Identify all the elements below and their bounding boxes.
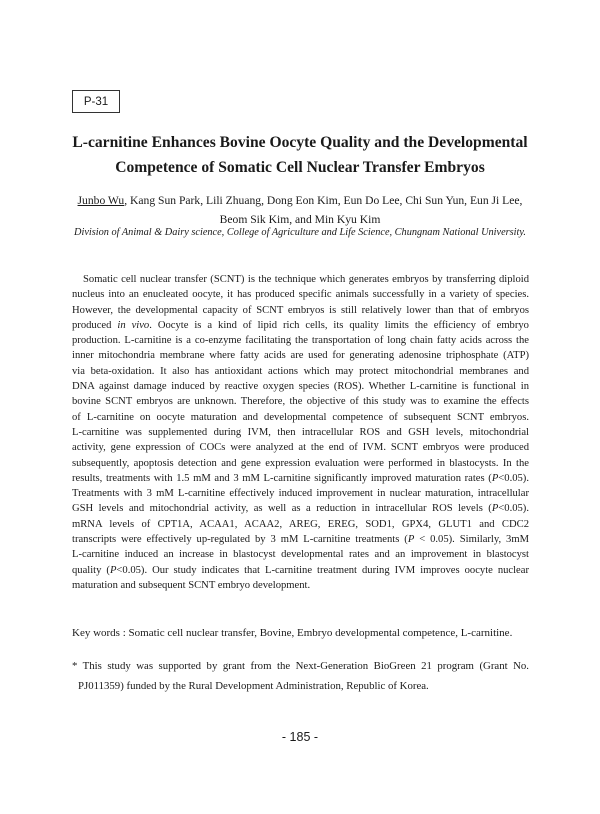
authors-line-2: Beom Sik Kim, and Min Kyu Kim (219, 213, 381, 226)
footnote-line-1: * This study was supported by grant from the Next-Generation BioGreen 21 program (Grant No. (72, 660, 529, 672)
funding-footnote (72, 657, 529, 696)
co-authors-1: , Kang Sun Park, Lili Zhuang, Dong Eon Kim, Eun Do Lee, Chi Sun Yun, Eun Ji Lee, (124, 194, 523, 207)
abstract-line: of L-carnitine on oocyte maturation and developmental competence of subsequent SCNT embryos. (72, 411, 529, 423)
abstract-line: produced in vivo. Oocyte is a kind of lipid rich cells, its quality limits the efficiency of embryo (72, 319, 529, 331)
abstract-line: via beta-oxidation. It also has antioxidant actions which may protect mitochondrial membranes and (72, 365, 529, 377)
footnote-line-2: PJ011359) funded by the Rural Development Administration, Republic of Korea. (78, 679, 429, 692)
abstract-line: inner mitochondria membrane where fatty acids are used for generating adenosine triphosphate (ATP) (72, 350, 529, 362)
abstract-line: transcripts were effectively up-regulated by 3 mM L-carnitine treatments (P < 0.05). Similarly, 3mM (72, 534, 530, 546)
affiliation: Division of Animal & Dairy science, College of Agriculture and Life Science, Chungnam National University. (74, 227, 526, 238)
abstract-line: L-carnitine was supplemented during IVM, then intracellular ROS and GSH levels, mitochondrial (72, 426, 529, 438)
abstract-line: bovine SCNT embryos are unknown. Therefore, the objective of this study was to examine the effects (72, 396, 529, 408)
keywords: Key words : Somatic cell nuclear transfer, Bovine, Embryo developmental competence, L-carnitine. (72, 627, 513, 639)
title-line-1: L-carnitine Enhances Bovine Oocyte Quality and the Developmental (72, 134, 528, 151)
abstract-line: DNA against damage induced by reactive oxygen species (ROS). Whether L-carnitine is functional in (72, 381, 529, 393)
author-list (60, 191, 540, 229)
abstract-line: quality (P<0.05). Our study indicates that L-carnitine treatment during IVM improves oocyte nuclear (72, 564, 529, 576)
abstract-line: GSH levels and mitochondrial activity, as well as a reduction in intracellular ROS levels (P<0.05). (72, 503, 529, 515)
abstract-line: nucleus into an enucleated oocyte, it has produced specific animals successfully in a variety of species. (72, 289, 529, 301)
abstract-body (72, 272, 529, 593)
paper-title (60, 130, 540, 180)
in-vivo-italic: in vivo (117, 319, 150, 331)
abstract-line: maturation and subsequent SCNT embryo development. (72, 579, 311, 591)
abstract-line: production. L-carnitine is a co-enzyme facilitating the transportation of long chain fatty acids across the (72, 335, 529, 347)
abstract-line: Treatments with 3 mM L-carnitine effectively induced improvement in nuclear maturation, intracellular (72, 488, 529, 500)
authors-line-1 (60, 191, 540, 210)
title-line-2: Competence of Somatic Cell Nuclear Transfer Embryos (115, 159, 485, 176)
abstract-line: mRNA levels of CPT1A, ACAA1, ACAA2, AREG, EREG, SOD1, GPX4, GLUT1 and CDC2 (72, 518, 529, 530)
abstract-line: L-carnitine induced an increase in blastocyst developmental rates and an improvement in blastocyst (72, 549, 529, 561)
abstract-line: However, the developmental capacity of SCNT embryos is still relatively lower than that of embryos (72, 304, 529, 316)
abstract-line: Somatic cell nuclear transfer (SCNT) is the technique which generates embryos by transferring diploid (83, 274, 529, 285)
page-number: - 185 - (281, 730, 319, 744)
abstract-line: activity, gene expression of COCs were analyzed at the end of IVM. SCNT embryos were produced (72, 442, 529, 454)
abstract-line: subsequently, apoptosis detection and gene expression evaluation were performed in blastocysts. In the (72, 457, 529, 469)
abstract-line: results, treatments with 1.5 mM and 3 mM L-carnitine significantly improved maturation rates (P<0.05). (72, 472, 529, 484)
presenting-author: Junbo Wu (77, 194, 125, 207)
poster-id-badge: P-31 (72, 90, 120, 113)
